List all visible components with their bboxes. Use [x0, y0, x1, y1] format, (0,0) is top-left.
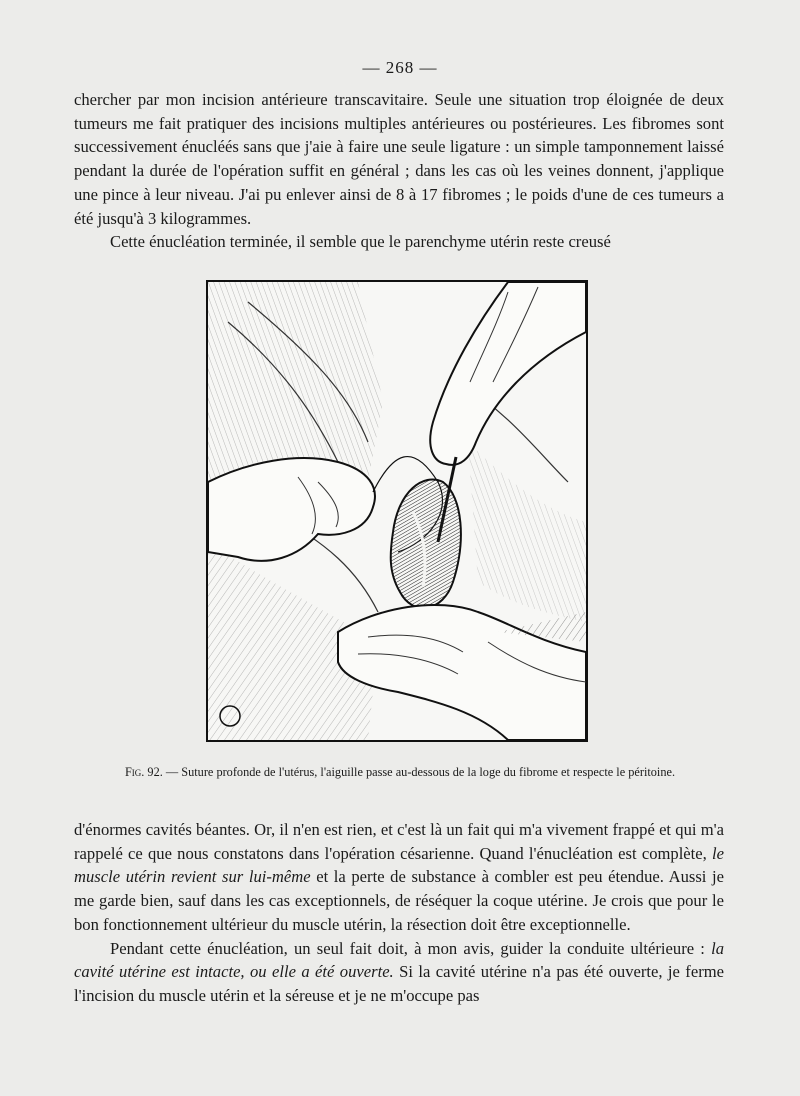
- top-text-block: [74, 88, 724, 254]
- drape-right: [468, 442, 586, 622]
- paragraph-continued: chercher par mon incision antérieure transcavitaire. Seule une situation trop éloignée de deux tumeurs me fait pratiquer des incisions multiples antérieures ou postérieures. Les fibromes sont successivement énucléés sans que j'aie à faire une seule ligature : un simple tamponnement laissé pendant la durée de l'opération suffit en général ; dans les cas où les veines donnent, j'applique une pince à leur niveau. J'ai pu enlever ainsi de 8 à 17 fibromes ; le poids d'une de ces tumeurs a été jusqu'à 3 kilogrammes.: [74, 90, 724, 228]
- figure-illustration: [206, 280, 588, 742]
- paragraph-enucleation: Cette énucléation terminée, il semble que le parenchyme utérin reste creusé: [110, 232, 611, 252]
- paragraph-cavities-part2: et la perte de substance à combler est peu étendue. Aussi je me garde bien, sauf dans les cas exceptionnels, de réséquer la coque utérine. Je crois que pour le bon fonctionnement ultérieur du muscle utérin, la résection doit être exceptionnelle.: [74, 867, 724, 934]
- paragraph-conduct: [74, 937, 724, 1008]
- upper-hand: [430, 282, 586, 465]
- bottom-text-block: [74, 818, 724, 1008]
- uterine-incision: [391, 479, 461, 608]
- paragraph-conduct-emphasis: la cavité utérine est intacte, ou elle a été ouverte.: [74, 938, 724, 982]
- figure-caption-text: — Suture profonde de l'utérus, l'aiguille passe au-dessous de la loge du fibrome et respecte le péritoine.: [165, 765, 676, 779]
- surgical-engraving: [208, 282, 586, 740]
- paragraph-cavities-emphasis: le muscle utérin revient sur lui-même: [74, 843, 724, 887]
- page-number: — 268 —: [362, 58, 438, 77]
- paragraph-conduct-part1: Pendant cette énucléation, un seul fait doit, à mon avis, guider la conduite ultérieure :: [110, 938, 712, 958]
- paragraph-cavities: [74, 818, 724, 937]
- paragraph-conduct-part2: Si la cavité utérine n'a pas été ouverte, je ferme l'incision du muscle utérin et la séreuse et je ne m'occupe pas: [74, 962, 724, 1005]
- left-hand: [208, 458, 375, 561]
- paragraph-cavities-part1: d'énormes cavités béantes. Or, il n'en est rien, et c'est là un fait qui m'a vivement frappé et qui m'a rappelé ce que nous constatons dans l'opération césarienne. Quand l'énucléation est complète,: [74, 820, 724, 863]
- figure-caption: [100, 764, 700, 780]
- figure-label: Fig. 92.: [124, 765, 163, 779]
